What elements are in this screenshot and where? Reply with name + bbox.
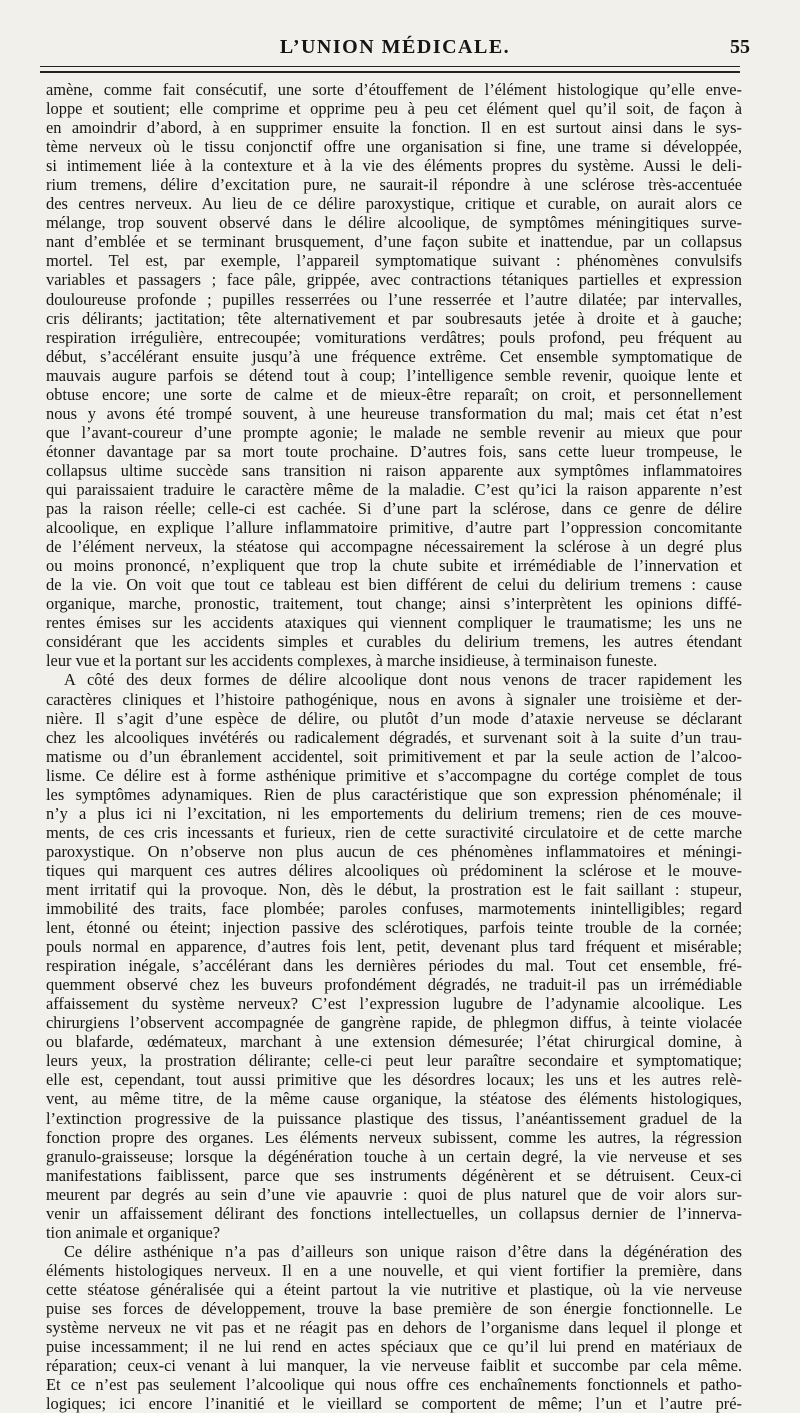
text-line: caractères cliniques et l’histoire pathogénique, nous en avons à signaler une troisième et der- <box>46 689 742 709</box>
text-line: pouls normal en apparence, d’autres fois lent, petit, devenant plus tard fréquent et misérable; <box>46 937 742 957</box>
text-line: leurs yeux, la prostration délirante; celle-ci peut leur paraître secondaire et symptomatique; <box>46 1051 742 1071</box>
text-line: leur vue et la portant sur les accidents complexes, à marche insidieuse, à terminaison funeste. <box>46 651 658 671</box>
text-line: considérant que les accidents simples et curables du delirium tremens, les autres étendant <box>46 632 742 652</box>
text-line: en amoindrir d’abord, à en supprimer ensuite la fonction. Il en est surtout ainsi dans le sys- <box>46 118 742 138</box>
text-line: douloureuse profonde ; pupilles resserrées ou l’une resserrée et l’autre dilatée; par intervalles, <box>46 289 742 309</box>
text-line: venir un affaissement délirant des fonctions intellectuelles, un collapsus dernier de l’innerva- <box>46 1203 742 1223</box>
text-line: Et ce n’est pas seulement l’alcoolique qui nous offre ces enchaînements fonctionnels et patho- <box>46 1375 742 1395</box>
text-line: A côté des deux formes de délire alcoolique dont nous venons de tracer rapidement les <box>64 670 742 690</box>
text-line: si intimement liée à la contexture et à la vie des éléments propres du système. Aussi le deli- <box>46 156 742 176</box>
text-line: vent, au même titre, de la même cause organique, la stéatose des éléments histologiques, <box>46 1089 742 1109</box>
page-header <box>40 30 750 66</box>
text-line: que l’avant-coureur d’une prompte agonie; le malade ne semble revenir au mieux que pour <box>46 422 742 442</box>
text-line: étonner davantage par sa mort toute prochaine. D’autres fois, sans cette lueur trompeuse, le <box>46 441 742 461</box>
text-line: Ce délire asthénique n’a pas d’ailleurs son unique raison d’être dans la dégénération des <box>64 1241 742 1261</box>
text-line: paroxystique. On n’observe non plus aucun de ces phénomènes inflammatoires et méningi- <box>46 841 742 861</box>
text-line: granulo-graisseuse; lorsque la dégénération touche à un certain degré, la vie nerveuse et ses <box>46 1146 742 1166</box>
page-number: 55 <box>730 36 750 58</box>
text-line: lisme. Ce délire est à forme asthénique primitive et s’accompagne du cortége complet de tous <box>46 765 742 785</box>
text-line: ou blafarde, œdémateux, marchant à une extension démesurée; l’état chirurgical domine, à <box>46 1032 742 1052</box>
text-line: qui paraissaient traduire le caractère même de la maladie. C’est qu’ici la raison apparente n’est <box>46 479 742 499</box>
text-line: amène, comme fait consécutif, une sorte d’étouffement de l’élément histologique qu’elle enve- <box>46 80 742 99</box>
text-line: collapsus ultime succède sans transition ni raison apparente aux symptômes inflammatoires <box>46 460 742 480</box>
text-line: alcoolique, en explique l’allure inflammatoire primitive, d’autre part l’oppression concomitante <box>46 518 742 538</box>
text-line: cette stéatose généralisée qui a éteint partout la vie nutritive et plastique, où la vie nerveuse <box>46 1279 742 1299</box>
text-line: meurent par degrés au sein d’une vie apauvrie : quoi de plus naturel que de voir alors sur- <box>46 1184 742 1204</box>
text-line: cris délirants; jactitation; tête alternativement et par soubresauts jetée à droite et à gauche; <box>46 308 742 328</box>
text-line: lent, étonné ou éteint; injection passive des sclérotiques, parfois teinte trouble de la cornée; <box>46 918 742 938</box>
text-line: variables et passagers ; face pâle, grippée, avec contractions tétaniques partielles et expression <box>46 270 742 290</box>
text-line: logiques; ici encore l’inanitié et le vieillard se comportent de même; l’un et l’autre pré- <box>46 1394 742 1413</box>
text-line: tion animale et organique? <box>46 1222 221 1242</box>
text-line: mauvais augure parfois se détend tout à coup; l’intelligence semble revenir, quoique lente et <box>46 365 742 385</box>
text-line: les symptômes adynamiques. Rien de plus caractéristique que son expression phénoménale; il <box>46 784 742 804</box>
text-line: matisme ou d’un ébranlement accidentel, soit primitivement et par la seule action de l’alcoo- <box>46 746 742 766</box>
header-rule <box>40 66 740 67</box>
text-line: respiration irrégulière, entrecoupée; vomiturations verdâtres; pouls profond, peu fréquent au <box>46 327 742 347</box>
header-rule-thick <box>40 71 740 73</box>
text-line: ou moins prononcé, n’expliquent que trop la chute subite et irrémédiable de l’innervation et <box>46 556 742 576</box>
text-line: de la vie. On voit que tout ce tableau est bien différent de celui du delirium tremens : cause <box>46 575 742 595</box>
text-line: réparation; ceux-ci venant à lui manquer, la vie nerveuse faiblit et succombe par cela même. <box>46 1356 742 1376</box>
text-line: fonction propre des organes. Les éléments nerveux subissent, comme les autres, la régression <box>46 1127 742 1147</box>
text-line: quemment observé chez les buveurs profondément dégradés, ne traduit-il pas un irrémédiable <box>46 975 742 995</box>
text-line: mortel. Tel est, par exemple, l’appareil symptomatique suivant : phénomènes convulsifs <box>46 251 742 271</box>
text-line: puise ses forces de développement, trouve la base première de son énergie fonctionnelle. Le <box>46 1299 742 1318</box>
text-line: pas la raison réelle; celle-ci est cachée. Si d’une part la sclérose, dans ce genre de délire <box>46 499 742 519</box>
text-line: nière. Il s’agit d’une espèce de délire, ou plutôt d’un mode d’ataxie nerveuse se déclarant <box>46 708 742 728</box>
text-line: immobilité des traits, face plombée; paroles confuses, marmotements inintelligibles; regard <box>46 899 742 919</box>
text-line: système nerveux ne vit pas et ne réagit pas en dehors de l’organisme dans lequel il plonge et <box>46 1318 742 1338</box>
text-line: rentes émises sur les accidents ataxiques qui viennent compliquer le traumatisme; les uns ne <box>46 613 742 633</box>
text-line: puise incessamment; il ne lui rend en actes spéciaux que ce qu’il lui prend en matériaux de <box>46 1337 742 1357</box>
text-line: nous y avons été trompé souvent, à une heureuse transformation du mal; mais cet état n’est <box>46 403 742 423</box>
text-line: respiration inégale, s’accélérant dans les dernières périodes du mal. Tout cet ensemble, fré- <box>46 956 742 976</box>
text-line: rium tremens, délire d’excitation pure, ne saurait-il répondre à une sclérose très-accentuée <box>46 175 742 195</box>
text-line: nant d’emblée et se terminant brusquement, d’une façon subite et inattendue, par un collapsus <box>46 232 742 252</box>
text-line: chez les alcooliques invétérés ou radicalement dégradés, et survenant soit à la suite d’un trau- <box>46 727 742 747</box>
text-line: mélange, trop souvent observé dans le délire alcoolique, de symptômes méningitiques surve- <box>46 213 742 233</box>
text-line: organique, marche, pronostic, traitement, tout change; ainsi s’interprètent les opinions diffé- <box>46 594 742 614</box>
text-line: loppe et soutient; elle comprime et opprime peu à peu cet élément quel qu’il soit, de façon à <box>46 99 742 119</box>
text-line: éléments histologiques nerveux. Il en a une nouvelle, et qui vient fortifier la première, dans <box>46 1260 742 1280</box>
text-line: manifestations faiblissent, parce que ses instruments dégénèrent et se détruisent. Ceux-ci <box>46 1165 742 1185</box>
text-line: tème nerveux où le tissu conjonctif offre une organisation si fine, une trame si développée, <box>46 137 742 157</box>
running-title: L’UNION MÉDICALE. <box>279 36 511 58</box>
text-line: elle est, cependant, tout aussi primitive que les désordres locaux; les uns et les autres relè- <box>46 1070 742 1090</box>
text-line: tiques qui marquent ces autres délires alcooliques où prédominent la sclérose et le mouve- <box>46 860 742 880</box>
text-line: de l’élément nerveux, la stéatose qui accompagne nécessairement la sclérose à un degré plus <box>46 537 742 557</box>
text-line: début, s’accélérant ensuite jusqu’à une fréquence extrême. Cet ensemble symptomatique de <box>46 346 742 366</box>
text-line: chirurgiens l’observent accompagnée de gangrène rapide, de phlegmon diffus, à teinte violacée <box>46 1013 742 1033</box>
text-line: ment irritatif qui la provoque. Non, dès le début, la prostration est le fait saillant : stupeur, <box>46 879 742 899</box>
text-line: affaissement du système nerveux? C’est l’expression lugubre de l’adynamie alcoolique. Les <box>46 994 742 1014</box>
text-line: ments, de ces cris incessants et furieux, rien de cette suractivité circulatoire et de cette marche <box>46 822 742 842</box>
text-line: des centres nerveux. Au lieu de ce délire paroxystique, critique et curable, on aurait alors ce <box>46 194 742 214</box>
article-body <box>46 80 742 1413</box>
text-line: obtuse encore; une sorte de calme et de mieux-être reparaît; on croit, et personnellement <box>46 384 742 404</box>
text-line: l’extinction progressive de la puissance plastique des tissus, l’anéantissement graduel de la <box>46 1108 742 1128</box>
text-line: n’y a plus ici ni l’excitation, ni les emportements du delirium tremens; rien de ces mouve- <box>46 803 742 823</box>
